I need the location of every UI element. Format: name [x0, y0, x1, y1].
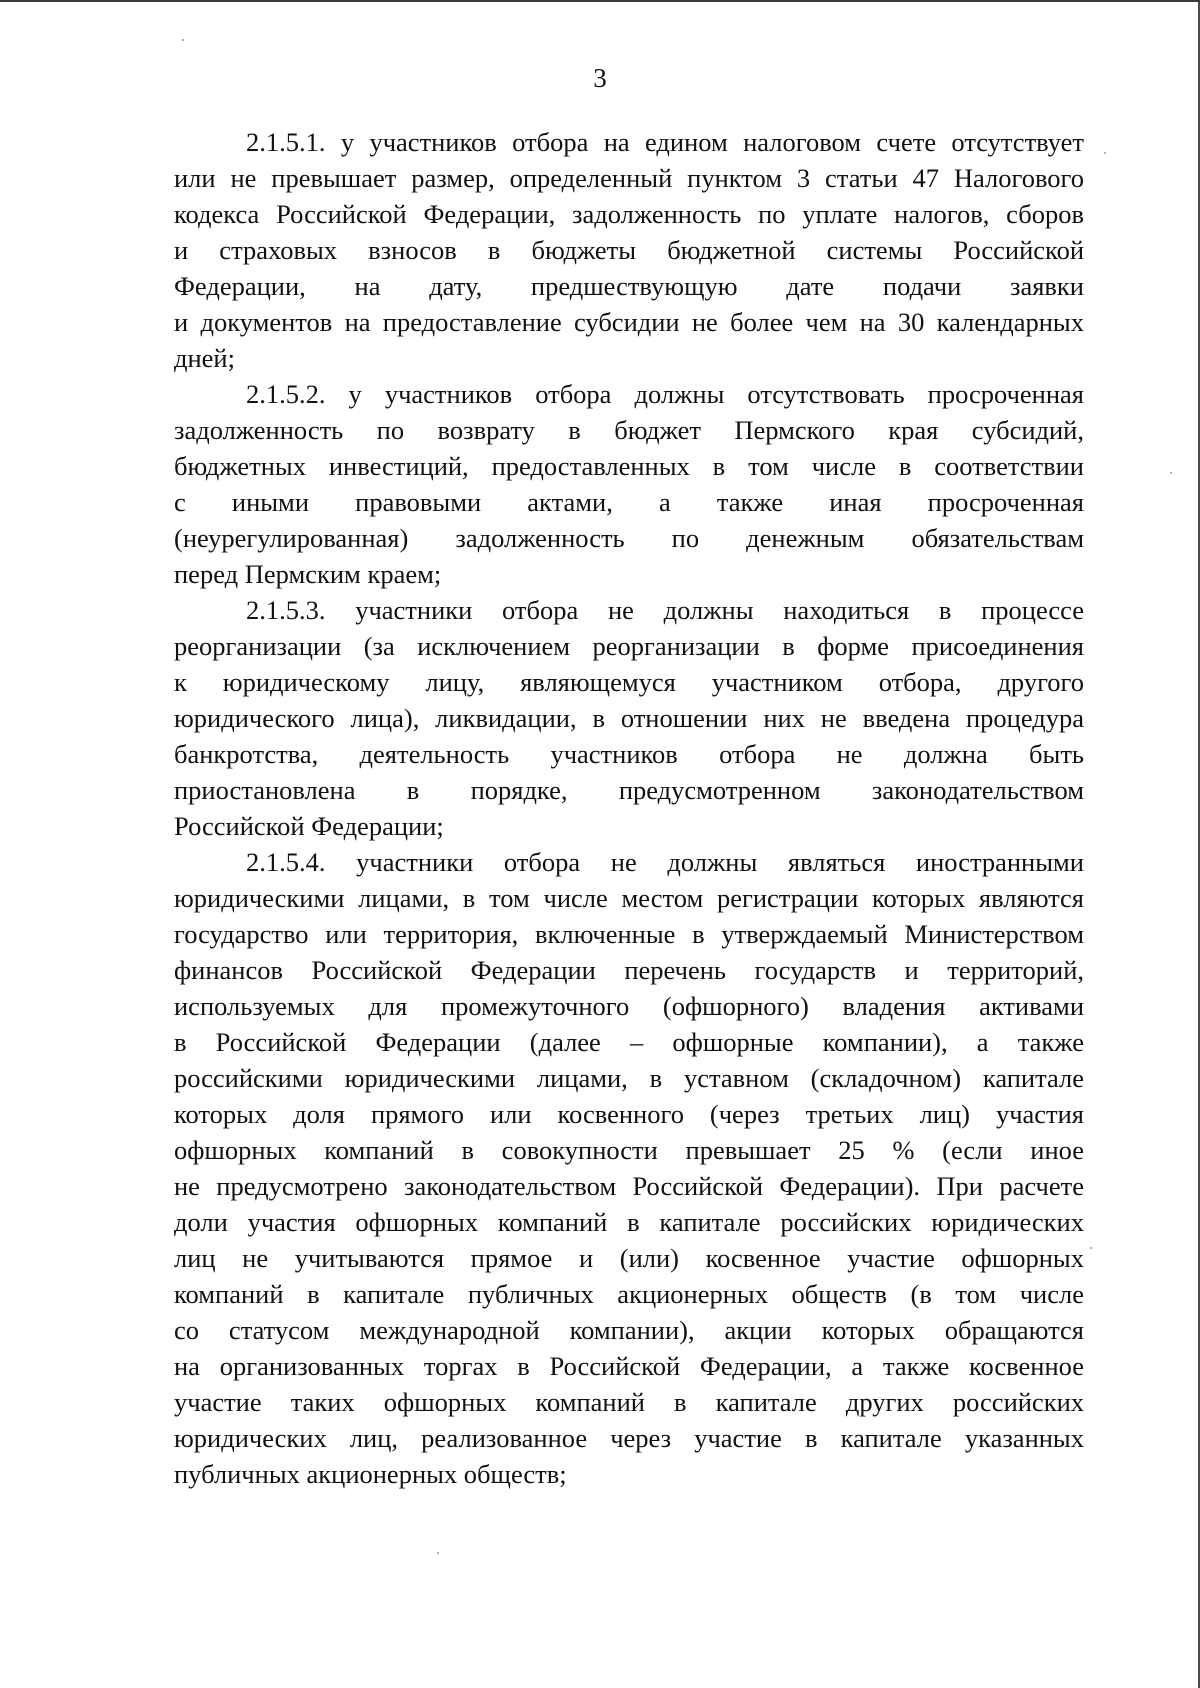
paragraph-2-1-5-3	[174, 592, 1084, 844]
text-line: реорганизации (за исключением реорганизации в форме присоединения	[174, 631, 1084, 661]
text-line: лиц не учитываются прямое и (или) косвенное участие офшорных	[174, 1243, 1084, 1273]
text-line: в Российской Федерации (далее – офшорные компании), а также	[174, 1027, 1084, 1057]
text-line: не предусмотрено законодательством Российской Федерации). При расчете	[174, 1171, 1084, 1201]
text-line: перед Пермским краем;	[174, 559, 442, 589]
text-line: которых доля прямого или косвенного (через третьих лиц) участия	[174, 1099, 1084, 1129]
scan-speck	[1170, 472, 1172, 474]
text-line: государство или территория, включенные в утверждаемый Министерством	[174, 919, 1084, 949]
text-line: и документов на предоставление субсидии не более чем на 30 календарных	[174, 307, 1084, 337]
text-line: юридическими лицами, в том числе местом регистрации которых являются	[174, 883, 1084, 913]
text-line: на организованных торгах в Российской Федерации, а также косвенное	[174, 1351, 1084, 1381]
text-line: банкротства, деятельность участников отбора не должна быть	[174, 739, 1084, 769]
text-line: или не превышает размер, определенный пунктом 3 статьи 47 Налогового	[174, 163, 1084, 193]
text-line: компаний в капитале публичных акционерных обществ (в том числе	[174, 1279, 1084, 1309]
text-line: офшорных компаний в совокупности превышает 25 % (если иное	[174, 1135, 1084, 1165]
text-line: российскими юридическими лицами, в уставном (складочном) капитале	[174, 1063, 1084, 1093]
text-line: приостановлена в порядке, предусмотренном законодательством	[174, 775, 1084, 805]
text-line: 2.1.5.1. у участников отбора на едином налоговом счете отсутствует	[246, 127, 1084, 157]
text-line: используемых для промежуточного (офшорного) владения активами	[174, 991, 1084, 1021]
text-line: участие таких офшорных компаний в капитале других российских	[174, 1387, 1084, 1417]
text-line: (неурегулированная) задолженность по денежным обязательствам	[174, 523, 1084, 553]
text-line: и страховых взносов в бюджеты бюджетной системы Российской	[174, 235, 1084, 265]
text-line: бюджетных инвестиций, предоставленных в том числе в соответствии	[174, 451, 1084, 481]
text-line: Федерации, на дату, предшествующую дате подачи заявки	[174, 271, 1084, 301]
paragraph-2-1-5-4	[174, 844, 1084, 1492]
page-number: 3	[593, 63, 607, 93]
paragraph-2-1-5-2	[174, 376, 1084, 592]
text-line: 2.1.5.2. у участников отбора должны отсутствовать просроченная	[246, 379, 1084, 409]
text-line: задолженность по возврату в бюджет Пермского края субсидий,	[174, 415, 1084, 445]
text-line: финансов Российской Федерации перечень государств и территорий,	[174, 955, 1084, 985]
text-line: 2.1.5.4. участники отбора не должны являться иностранными	[246, 847, 1084, 877]
text-line: публичных акционерных обществ;	[174, 1459, 567, 1489]
text-line: Российской Федерации;	[174, 811, 444, 841]
text-line: 2.1.5.3. участники отбора не должны находиться в процессе	[246, 595, 1084, 625]
text-line: с иными правовыми актами, а также иная просроченная	[174, 487, 1084, 517]
scan-speck	[1104, 152, 1106, 154]
scan-speck	[182, 39, 184, 41]
scan-speck	[1090, 1247, 1092, 1249]
text-line: юридического лица), ликвидации, в отношении них не введена процедура	[174, 703, 1084, 733]
paragraph-2-1-5-1	[174, 124, 1084, 376]
text-line: дней;	[174, 343, 235, 373]
document-body	[174, 124, 1084, 1492]
scan-speck	[437, 1552, 439, 1554]
text-line: доли участия офшорных компаний в капитале российских юридических	[174, 1207, 1084, 1237]
text-line: юридических лиц, реализованное через участие в капитале указанных	[174, 1423, 1084, 1453]
text-line: кодекса Российской Федерации, задолженность по уплате налогов, сборов	[174, 199, 1084, 229]
text-line: со статусом международной компании), акции которых обращаются	[174, 1315, 1084, 1345]
text-line: к юридическому лицу, являющемуся участником отбора, другого	[174, 667, 1084, 697]
